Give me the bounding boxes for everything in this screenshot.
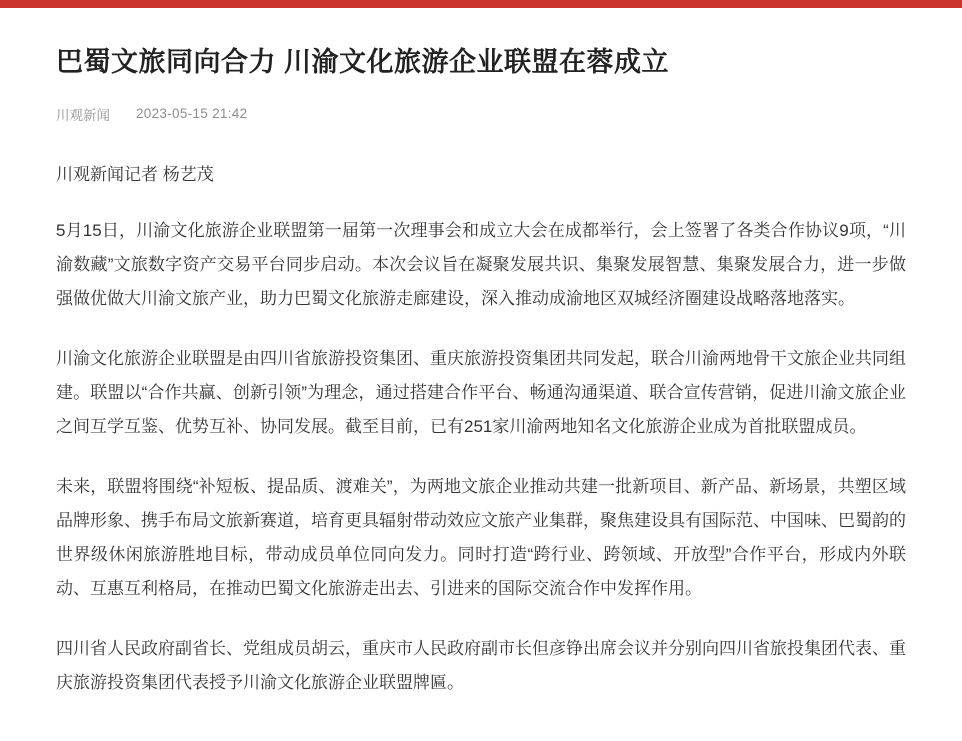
article-timestamp: 2023-05-15 21:42 — [136, 106, 248, 122]
article-byline: 川观新闻记者 杨艺茂 — [56, 164, 214, 184]
accent-top-bar — [0, 0, 962, 8]
article-content — [0, 44, 962, 700]
page-title: 巴蜀文旅同向合力 川渝文化旅游企业联盟在蓉成立 — [56, 47, 670, 77]
article-paragraph: 川渝文化旅游企业联盟是由四川省旅游投资集团、重庆旅游投资集团共同发起，联合川渝两地骨干文旅企业共同组建。联盟以“合作共赢、创新引领”为理念，通过搭建合作平台、畅通沟通渠道、联合宣传营销，促进川渝文旅企业之间互学互鉴、优势互补、协同发展。截至目前，已有251家川渝两地知名文化旅游企业成为首批联盟成员。 — [56, 349, 906, 437]
article-paragraph: 5月15日，川渝文化旅游企业联盟第一届第一次理事会和成立大会在成都举行，会上签署了各类合作协议9项，“川渝数藏”文旅数字资产交易平台同步启动。本次会议旨在凝聚发展共识、集聚发展智慧、集聚发展合力，进一步做强做优做大川渝文旅产业，助力巴蜀文化旅游走廊建设，深入推动成渝地区双城经济圈建设战略落地落实。 — [56, 221, 906, 309]
article-paragraph: 四川省人民政府副省长、党组成员胡云，重庆市人民政府副市长但彦铮出席会议并分别向四川省旅投集团代表、重庆旅游投资集团代表授予川渝文化旅游企业联盟牌匾。 — [56, 639, 906, 693]
article-source: 川观新闻 — [56, 107, 110, 123]
article-paragraph: 未来，联盟将围绕“补短板、提品质、渡难关”，为两地文旅企业推动共建一批新项目、新产品、新场景，共塑区域品牌形象、携手布局文旅新赛道，培育更具辐射带动效应文旅产业集群，聚焦建设具有国际范、中国味、巴蜀韵的世界级休闲旅游胜地目标，带动成员单位同向发力。同时打造“跨行业、跨领域、开放型”合作平台，形成内外联动、互惠互利格局，在推动巴蜀文化旅游走出去、引进来的国际交流合作中发挥作用。 — [56, 477, 906, 599]
article-meta — [56, 104, 906, 124]
